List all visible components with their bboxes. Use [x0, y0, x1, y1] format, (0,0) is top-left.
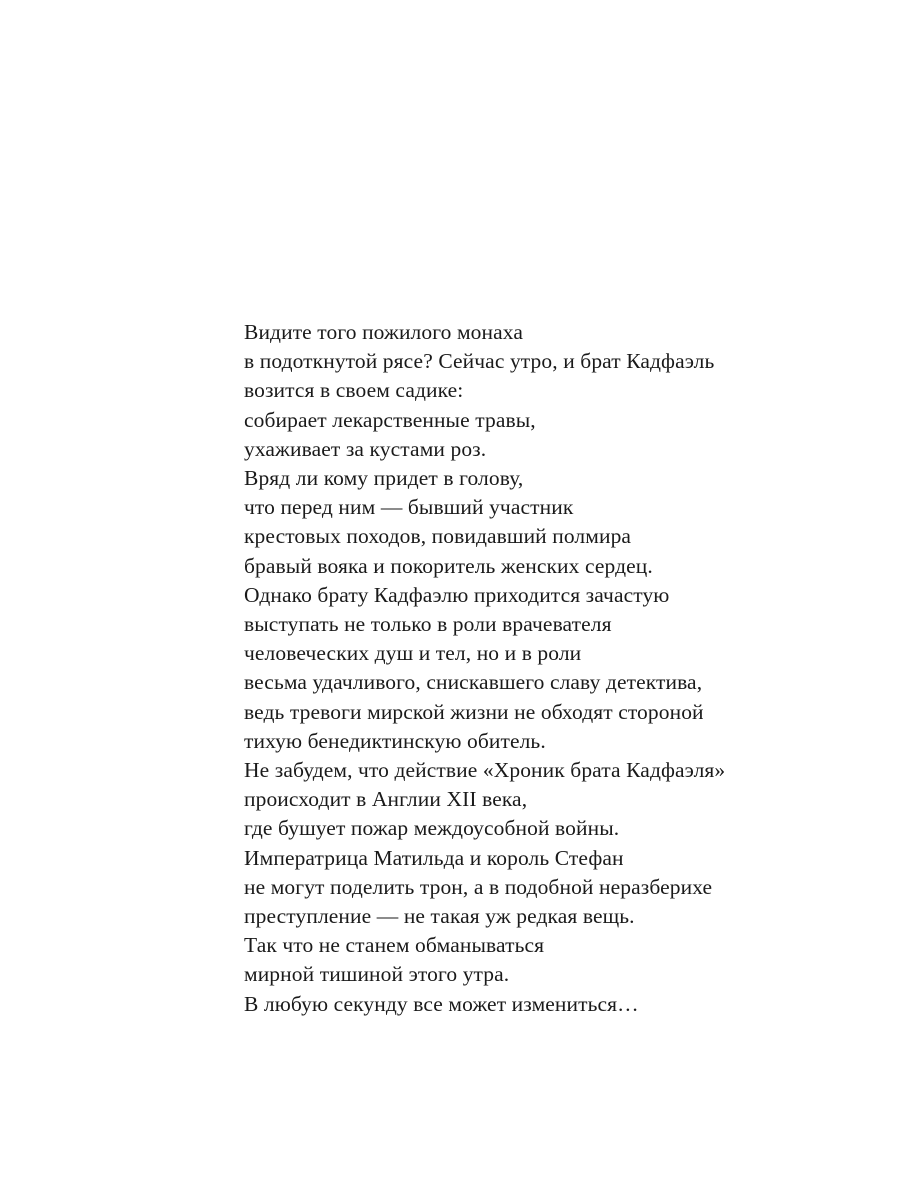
text-line: ухаживает за кустами роз.: [244, 436, 487, 461]
text-line: ведь тревоги мирской жизни не обходят стороной: [244, 699, 704, 724]
text-line: происходит в Англии XII века,: [244, 787, 528, 812]
text-line: Видите того пожилого монаха: [244, 320, 523, 344]
annotation-text: [244, 318, 804, 1019]
text-line: тихую бенедиктинскую обитель.: [244, 728, 546, 753]
text-line: не могут поделить трон, а в подобной неразберихе: [244, 874, 713, 899]
text-line: возится в своем садике:: [244, 378, 464, 403]
text-line: выступать не только в роли врачевателя: [244, 612, 612, 637]
text-line: Императрица Матильда и король Стефан: [244, 845, 624, 870]
text-line: человеческих душ и тел, но и в роли: [244, 641, 582, 666]
text-line: Вряд ли кому придет в голову,: [244, 466, 524, 491]
text-line: в подоткнутой рясе? Сейчас утро, и брат Кадфаэль: [244, 349, 715, 374]
text-line: Так что не станем обманываться: [244, 933, 545, 958]
text-line: В любую секунду все может измениться…: [244, 991, 639, 1016]
text-line: Не забудем, что действие «Хроник брата Кадфаэля»: [244, 758, 726, 783]
text-line: крестовых походов, повидавший полмира: [244, 524, 632, 549]
text-line: где бушует пожар междоусобной войны.: [244, 816, 620, 841]
text-line: бравый вояка и покоритель женских сердец.: [244, 553, 653, 578]
text-line: преступление — не такая уж редкая вещь.: [244, 904, 635, 929]
text-line: весьма удачливого, снискавшего славу детектива,: [244, 670, 703, 695]
text-line: собирает лекарственные травы,: [244, 407, 536, 432]
text-line: что перед ним — бывший участник: [244, 495, 574, 520]
text-line: Однако брату Кадфаэлю приходится зачастую: [244, 582, 670, 607]
text-line: мирной тишиной этого утра.: [244, 962, 510, 987]
